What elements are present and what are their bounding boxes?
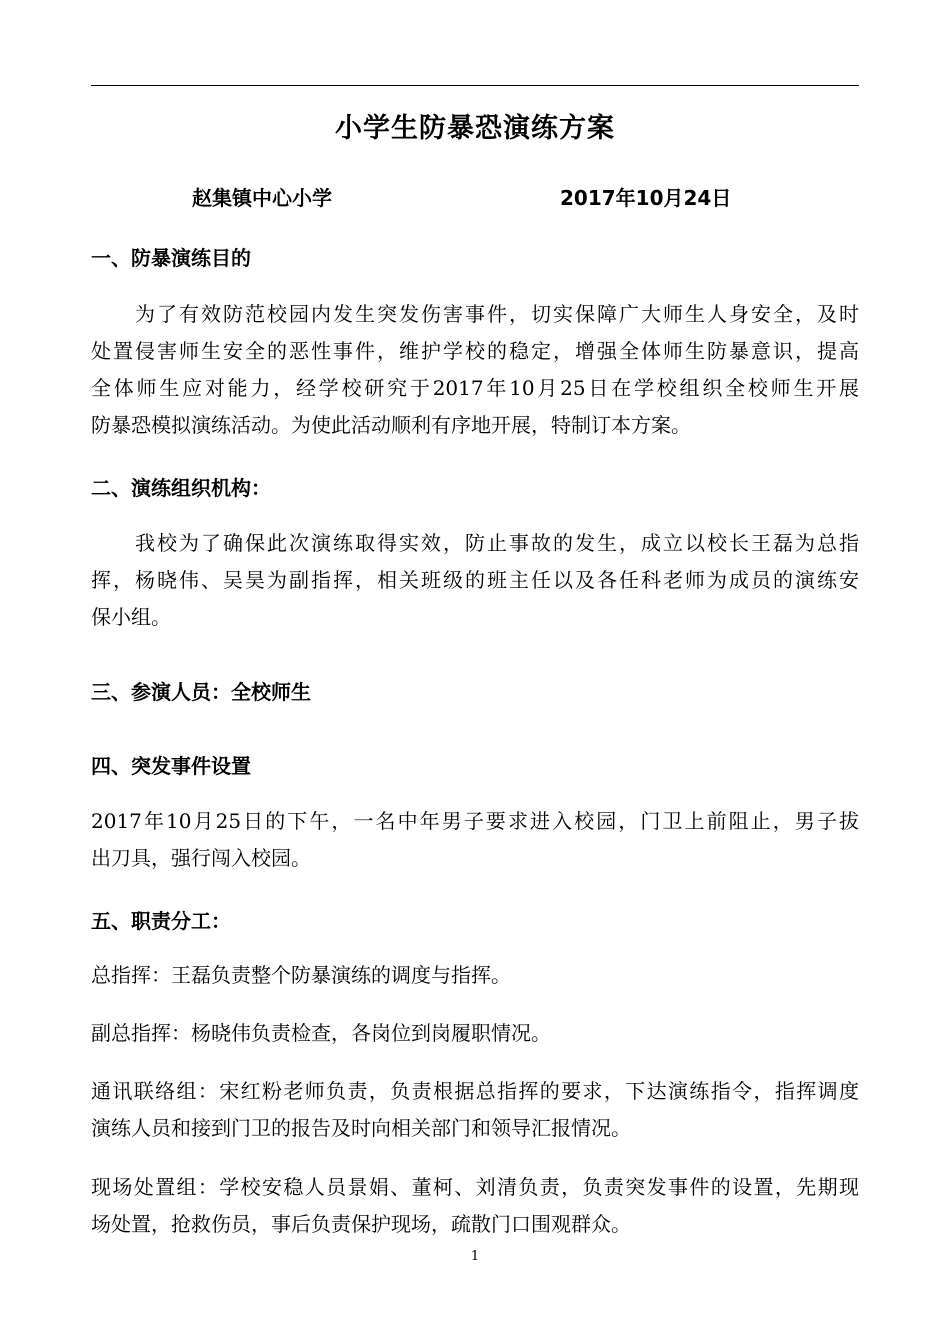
document-title: 小学生防暴恐演练方案 (335, 113, 615, 144)
paragraph-line: 保小组。 (91, 605, 171, 629)
duty-communication-group (91, 1073, 859, 1147)
paragraph-line: 通讯联络组：宋红粉老师负责，负责根据总指挥的要求，下达演练指令，指挥调度 (91, 1079, 859, 1103)
paragraph-line: 全体师生应对能力，经学校研究于2017年10月25日在学校组织全校师生开展 (91, 376, 859, 400)
duty-commander (91, 957, 859, 994)
section-4-paragraph (91, 803, 859, 877)
section-4-heading: 四、突发事件设置 (91, 754, 251, 778)
section-3-heading: 三、参演人员：全校师生 (91, 680, 311, 704)
paragraph-line: 为了有效防范校园内发生突发伤害事件，切实保障广大师生人身安全，及时 (135, 302, 859, 326)
document-date: 2017年10月24日 (560, 186, 732, 210)
section-2-paragraph (91, 525, 859, 636)
section-1-heading: 一、防暴演练目的 (91, 246, 251, 270)
paragraph-line: 处置侵害师生安全的恶性事件，维护学校的稳定，增强全体师生防暴意识，提高 (91, 339, 859, 363)
section-5-heading: 五、职责分工： (91, 909, 231, 933)
page-number: 1 (470, 1249, 480, 1264)
paragraph-line: 现场处置组：学校安稳人员景娟、董柯、刘清负责，负责突发事件的设置，先期现 (91, 1175, 859, 1199)
duty-deputy-commander (91, 1015, 859, 1052)
school-name: 赵集镇中心小学 (192, 186, 332, 210)
paragraph-line: 2017年10月25日的下午，一名中年男子要求进入校园，门卫上前阻止，男子拔 (91, 809, 859, 833)
section-1-paragraph (91, 296, 859, 444)
paragraph-line: 场处置，抢救伤员，事后负责保护现场，疏散门口围观群众。 (91, 1212, 631, 1236)
section-2-heading: 二、演练组织机构： (91, 476, 271, 500)
paragraph-line: 出刀具，强行闯入校园。 (91, 846, 311, 870)
paragraph-line: 总指挥：王磊负责整个防暴演练的调度与指挥。 (91, 963, 511, 987)
paragraph-line: 挥，杨晓伟、吴昊为副指挥，相关班级的班主任以及各任科老师为成员的演练安 (91, 568, 859, 592)
paragraph-line: 副总指挥：杨晓伟负责检查，各岗位到岗履职情况。 (91, 1021, 551, 1045)
paragraph-line: 防暴恐模拟演练活动。为使此活动顺利有序地开展，特制订本方案。 (91, 413, 691, 437)
duty-onsite-group (91, 1169, 859, 1243)
header-rule (91, 85, 859, 86)
paragraph-line: 我校为了确保此次演练取得实效，防止事故的发生，成立以校长王磊为总指 (135, 531, 859, 555)
paragraph-line: 演练人员和接到门卫的报告及时向相关部门和领导汇报情况。 (91, 1116, 631, 1140)
